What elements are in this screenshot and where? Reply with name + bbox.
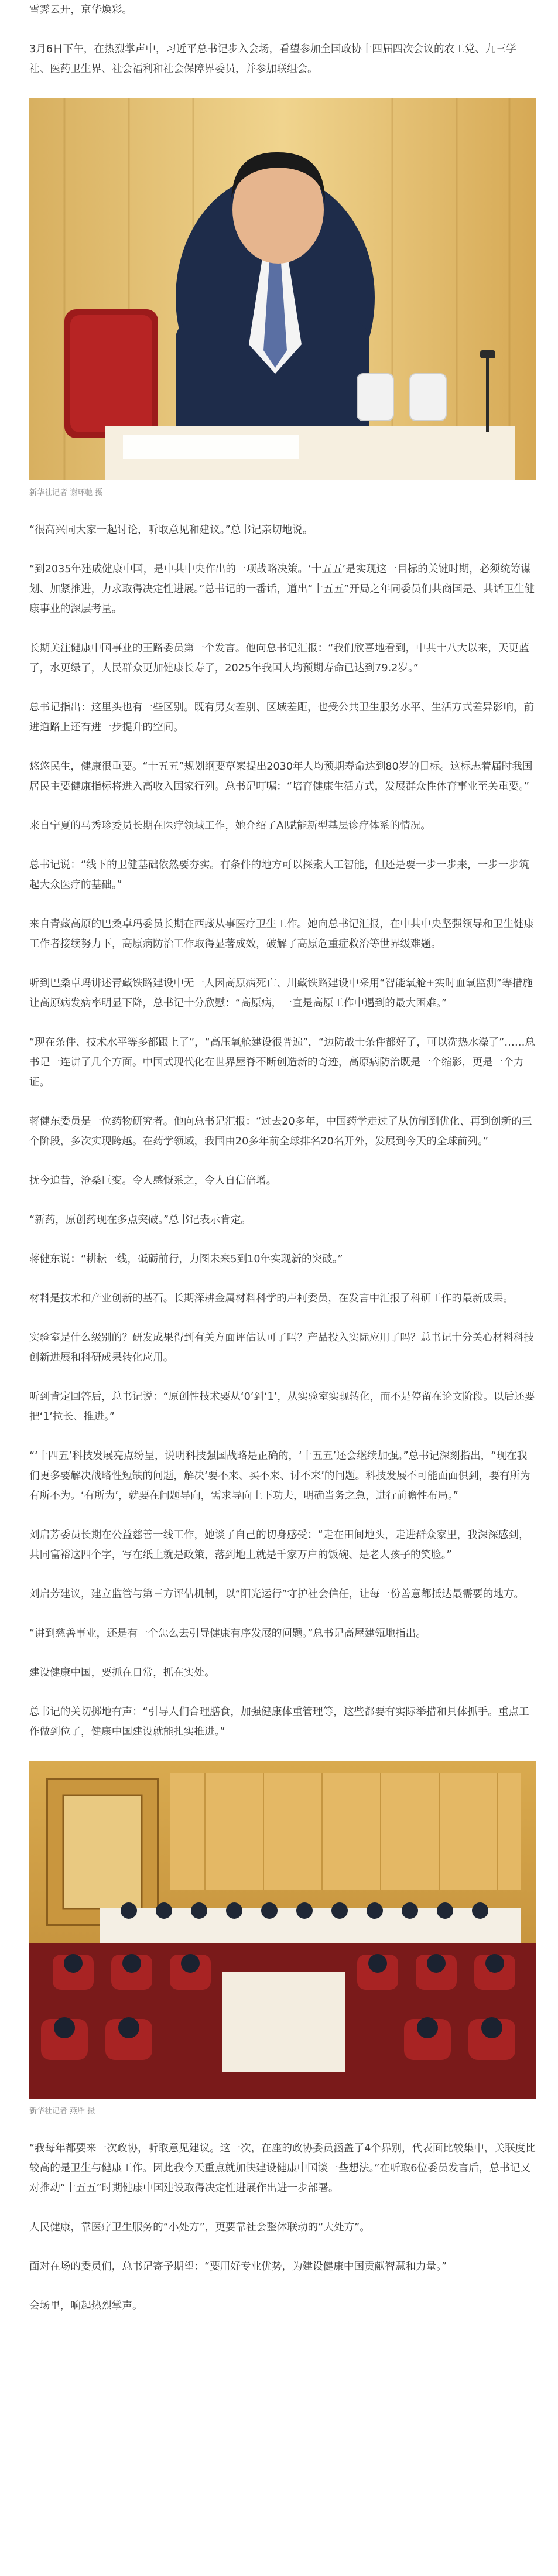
paragraph: “到2035年建成健康中国，是中共中央作出的一项战略决策。‘十五五’是实现这一目标的关键时期，必须统筹谋划、加紧推进，力求取得决定性进展。”总书记的一番话，道出“十五五”开局之年同委员们共商国是、共话卫生健康事业的深层考量。 bbox=[29, 563, 535, 615]
paragraph: 3月6日下午，在热烈掌声中，习近平总书记步入会场，看望参加全国政协十四届四次会议的农工党、九三学社、医药卫生界、社会福利和社会保障界委员，并参加联组会。 bbox=[29, 43, 516, 75]
paragraph: 总书记说：“线下的卫健基础依然要夯实。有条件的地方可以探索人工智能，但还是要一步一步来，一步一步筑起大众医疗的基础。” bbox=[29, 859, 529, 891]
article-closing bbox=[29, 2138, 536, 2316]
paragraph: 来自宁夏的马秀珍委员长期在医疗领域工作，她介绍了AI赋能新型基层诊疗体系的情况。 bbox=[29, 820, 431, 832]
paragraph: 总书记的关切掷地有声：“引导人们合理膳食，加强健康体重管理等，这些都要有实际举措和具体抓手。重点工作做到位了，健康中国建设就能扎实推进。” bbox=[29, 1706, 529, 1738]
paragraph: 长期关注健康中国事业的王路委员第一个发言。他向总书记汇报：“我们欣喜地看到，中共十八大以来，天更蓝了，水更绿了，人民群众更加健康长寿了，2025年我国人均预期寿命已达到79.2岁。” bbox=[29, 643, 529, 674]
paragraph: 实验室是什么级别的？研发成果得到有关方面评估认可了吗？产品投入实际应用了吗？总书记十分关心材料科技创新进展和科研成果转化应用。 bbox=[29, 1332, 535, 1364]
paragraph: 总书记指出：这里头也有一些区别。既有男女差别、区域差距，也受公共卫生服务水平、生活方式差异影响，前进道路上还有进一步提升的空间。 bbox=[29, 702, 535, 733]
article-photo-2 bbox=[29, 1761, 536, 2099]
paragraph: 悠悠民生，健康很重要。“十五五”规划纲要草案提出2030年人均预期寿命达到80岁的目标。这标志着届时我国居民主要健康指标将进入高收入国家行列。总书记叮嘱：“培育健康生活方式，发展群众性体育事业至关重要。” bbox=[29, 761, 533, 792]
article-intro bbox=[29, 0, 536, 79]
paragraph: 刘启芳建议，建立监管与第三方评估机制，以“阳光运行”守护社会信任，让每一份善意都抵达最需要的地方。 bbox=[29, 1588, 525, 1600]
photo-1-image bbox=[29, 98, 536, 480]
photo-2-image bbox=[29, 1761, 536, 2099]
paragraph: 蒋健东说：“耕耘一线，砥砺前行，力图未来5到10年实现新的突破。” bbox=[29, 1253, 343, 1265]
paragraph: 听到巴桑卓玛讲述青藏铁路建设中无一人因高原病死亡、川藏铁路建设中采用“智能氧舱+实时血氧监测”等措施让高原病发病率明显下降，总书记十分欣慰：“高原病，一直是高原工作中遇到的最大困难。” bbox=[29, 978, 533, 1009]
photo-2-caption: 新华社记者 燕雁 摄 bbox=[29, 2107, 95, 2116]
paragraph: 抚今追昔，沧桑巨变。令人感慨系之，令人自信倍增。 bbox=[29, 1175, 277, 1187]
paragraph: 面对在场的委员们，总书记寄予期望：“要用好专业优势，为建设健康中国贡献智慧和力量。” bbox=[29, 2261, 447, 2273]
article bbox=[29, 0, 536, 2316]
paragraph: 人民健康，靠医疗卫生服务的“小处方”，更要靠社会整体联动的“大处方”。 bbox=[29, 2222, 370, 2233]
paragraph: 雪霁云开，京华焕彩。 bbox=[29, 4, 132, 16]
paragraph: 听到肯定回答后，总书记说：“原创性技术要从‘0’到‘1’，从实验室实现转化，而不是停留在论文阶段。以后还要把‘1’拉长、推进。” bbox=[29, 1391, 535, 1423]
paragraph: “很高兴同大家一起讨论，听取意见和建议。”总书记亲切地说。 bbox=[29, 524, 313, 536]
paragraph: “‘十四五’科技发展亮点纷呈，说明科技强国战略是正确的，‘十五五’还会继续加强。”总书记深刻指出，“现在我们更多要解决战略性短缺的问题，解决‘要不来、买不来、讨不来’的问题。科技发展不可能面面俱到，要有所为有所不为。‘有所为’，就要在问题导向，需求导向上下功夫，明确当务之急，进行前瞻性布局。” bbox=[29, 1450, 530, 1502]
paragraph: 会场里，响起热烈掌声。 bbox=[29, 2300, 143, 2312]
article-body bbox=[29, 520, 536, 1742]
paragraph: “现在条件、技术水平等多都跟上了”，“高压氧舱建设很普遍”，“边防战士条件都好了，可以洗热水澡了”……总书记一连讲了几个方面。中国式现代化在世界屋脊不断创造新的奇迹，高原病防治既是一个缩影，更是一个力证。 bbox=[29, 1037, 536, 1088]
photo-1-caption: 新华社记者 谢环驰 摄 bbox=[29, 488, 103, 497]
paragraph: 蒋健东委员是一位药物研究者。他向总书记汇报：“过去20多年，中国药学走过了从仿制到优化、再到创新的三个阶段，多次实现跨越。在药学领域，我国由20多年前全球排名20名开外，发展到今天的全球前列。” bbox=[29, 1116, 532, 1147]
paragraph: “新药，原创药现在多点突破。”总书记表示肯定。 bbox=[29, 1214, 251, 1226]
paragraph: “我每年都要来一次政协，听取意见建议。这一次，在座的政协委员涵盖了4个界别，代表面比较集中，关联度比较高的是卫生与健康工作。因此我今天重点就加快建设健康中国谈一些想法。”在听取6位委员发言后，总书记又对推动“十五五”时期健康中国建设取得决定性进展作出进一步部署。 bbox=[29, 2143, 536, 2194]
paragraph: 来自青藏高原的巴桑卓玛委员长期在西藏从事医疗卫生工作。她向总书记汇报，在中共中央坚强领导和卫生健康工作者接续努力下，高原病防治工作取得显著成效，破解了高原危重症救治等世界级难题。 bbox=[29, 918, 535, 950]
paragraph: 建设健康中国，要抓在日常，抓在实处。 bbox=[29, 1667, 215, 1679]
article-photo-1 bbox=[29, 98, 536, 480]
paragraph: “讲到慈善事业，还是有一个怎么去引导健康有序发展的问题。”总书记高屋建瓴地指出。 bbox=[29, 1628, 426, 1639]
paragraph: 材料是技术和产业创新的基石。长期深耕金属材料科学的卢柯委员，在发言中汇报了科研工作的最新成果。 bbox=[29, 1293, 514, 1304]
paragraph: 刘启芳委员长期在公益慈善一线工作，她谈了自己的切身感受：“走在田间地头，走进群众家里，我深深感到，共同富裕这四个字，写在纸上就是政策，落到地上就是千家万户的饭碗、是老人孩子的笑脸。” bbox=[29, 1529, 529, 1561]
